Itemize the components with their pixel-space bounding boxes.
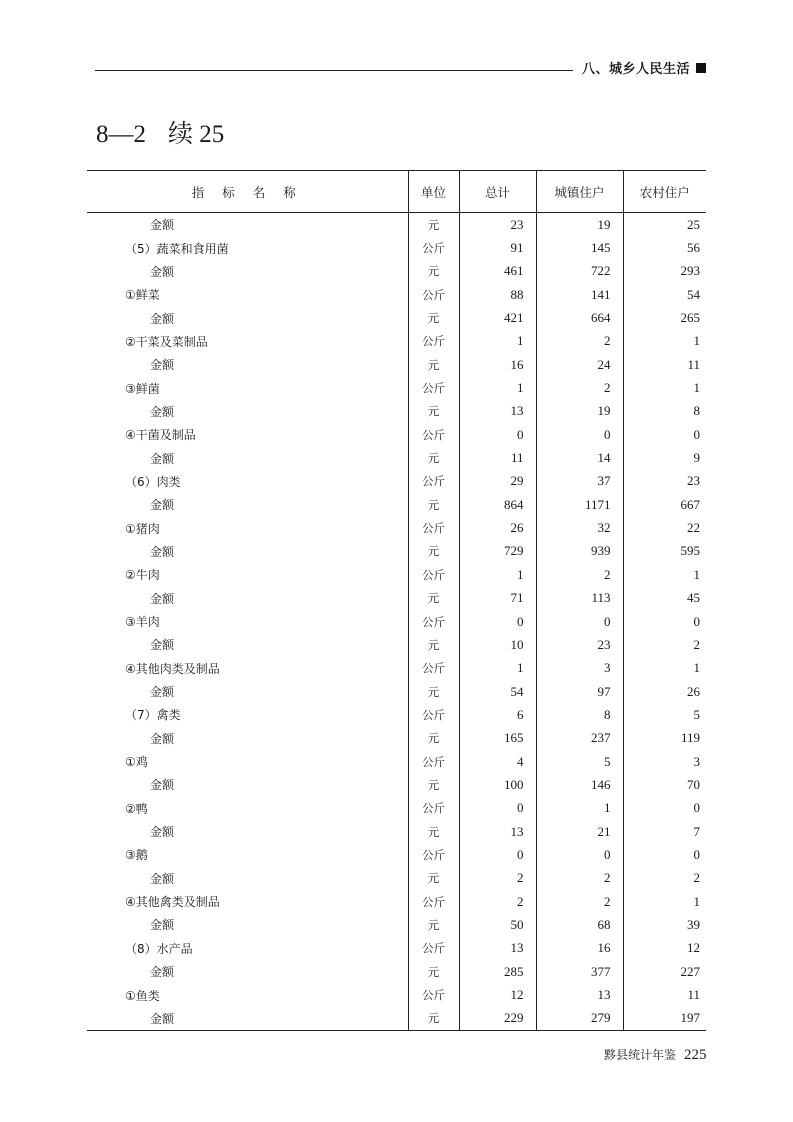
- row-name: 金额: [150, 871, 175, 886]
- table-row: [87, 867, 706, 890]
- row-name: ③鲜菌: [125, 381, 160, 396]
- row-rural: 54: [623, 283, 706, 306]
- row-total: 1: [459, 563, 536, 586]
- row-name: ④干菌及制品: [125, 428, 196, 443]
- row-urban: 13: [536, 983, 623, 1006]
- row-urban: 37: [536, 470, 623, 493]
- row-unit: 公斤: [408, 843, 459, 866]
- row-total: 13: [459, 937, 536, 960]
- row-unit: 公斤: [408, 516, 459, 539]
- table-row: [87, 773, 706, 796]
- table-row: [87, 330, 706, 353]
- table-row: [87, 306, 706, 329]
- row-urban: 3: [536, 657, 623, 680]
- table-row: [87, 446, 706, 469]
- row-rural: 197: [623, 1007, 706, 1031]
- row-unit: 元: [408, 867, 459, 890]
- row-rural: 25: [623, 213, 706, 237]
- row-urban: 14: [536, 446, 623, 469]
- table-row: [87, 657, 706, 680]
- row-rural: 11: [623, 353, 706, 376]
- row-total: 1: [459, 376, 536, 399]
- row-total: 285: [459, 960, 536, 983]
- row-total: 13: [459, 400, 536, 423]
- row-total: 6: [459, 703, 536, 726]
- row-urban: 23: [536, 633, 623, 656]
- row-name: 金额: [150, 544, 175, 559]
- table-header-row: [87, 171, 706, 213]
- row-name: （8）水产品: [125, 941, 193, 956]
- row-name: 金额: [150, 218, 175, 233]
- row-urban: 377: [536, 960, 623, 983]
- row-total: 50: [459, 913, 536, 936]
- row-total: 88: [459, 283, 536, 306]
- section-label-text: 八、城乡人民生活: [582, 62, 691, 77]
- row-rural: 1: [623, 330, 706, 353]
- row-name: ①鲜菜: [125, 288, 160, 303]
- row-rural: 45: [623, 587, 706, 610]
- row-unit: 元: [408, 260, 459, 283]
- row-urban: 141: [536, 283, 623, 306]
- table-row: [87, 376, 706, 399]
- column-header-urban: 城镇住户: [536, 171, 623, 213]
- row-name: ①猪肉: [125, 521, 160, 536]
- row-rural: 1: [623, 563, 706, 586]
- row-urban: 19: [536, 213, 623, 237]
- row-unit: 公斤: [408, 283, 459, 306]
- row-total: 0: [459, 610, 536, 633]
- row-name: 金额: [87, 1007, 408, 1031]
- table-row: [87, 820, 706, 843]
- row-rural: 26: [623, 680, 706, 703]
- row-name: 金额: [150, 778, 175, 793]
- row-urban: 939: [536, 540, 623, 563]
- row-urban: 2: [536, 890, 623, 913]
- row-rural: 119: [623, 727, 706, 750]
- row-unit: 元: [408, 493, 459, 516]
- table-row: [87, 797, 706, 820]
- table-row: [87, 213, 706, 237]
- row-urban: 5: [536, 750, 623, 773]
- row-name: （7）禽类: [125, 708, 181, 723]
- column-header-unit: 单位: [408, 171, 459, 213]
- row-unit: 元: [408, 773, 459, 796]
- row-unit: 元: [408, 587, 459, 610]
- row-total: 26: [459, 516, 536, 539]
- row-urban: 32: [536, 516, 623, 539]
- table-row: [87, 353, 706, 376]
- table-title: [96, 114, 224, 150]
- row-rural: 11: [623, 983, 706, 1006]
- row-urban: 113: [536, 587, 623, 610]
- table-row: [87, 400, 706, 423]
- table-row: [87, 727, 706, 750]
- row-urban: 0: [536, 610, 623, 633]
- row-urban: 1: [536, 797, 623, 820]
- row-total: 100: [459, 773, 536, 796]
- row-name: 金额: [150, 451, 175, 466]
- row-total: 91: [459, 236, 536, 259]
- row-rural: 265: [623, 306, 706, 329]
- row-urban: 0: [536, 423, 623, 446]
- row-unit: 公斤: [408, 610, 459, 633]
- table-row: [87, 983, 706, 1006]
- row-urban: 237: [536, 727, 623, 750]
- row-unit: 元: [408, 353, 459, 376]
- table-row: [87, 937, 706, 960]
- row-unit: 公斤: [408, 236, 459, 259]
- row-name: 金额: [150, 825, 175, 840]
- row-unit: 元: [408, 213, 459, 237]
- row-rural: 8: [623, 400, 706, 423]
- table-row: [87, 236, 706, 259]
- row-unit: 公斤: [408, 703, 459, 726]
- row-urban: 2: [536, 330, 623, 353]
- row-name: 金额: [150, 731, 175, 746]
- row-rural: 39: [623, 913, 706, 936]
- table-row: [87, 750, 706, 773]
- row-urban: 0: [536, 843, 623, 866]
- row-rural: 1: [623, 376, 706, 399]
- row-name: （5）蔬菜和食用菌: [125, 241, 229, 256]
- row-name: ④其他禽类及制品: [125, 895, 220, 910]
- row-rural: 7: [623, 820, 706, 843]
- row-name: 金额: [150, 404, 175, 419]
- row-rural: 667: [623, 493, 706, 516]
- row-total: 29: [459, 470, 536, 493]
- row-name: ③鹅: [125, 848, 148, 863]
- row-rural: 227: [623, 960, 706, 983]
- table-subtitle: 续 25: [168, 121, 225, 148]
- row-urban: 2: [536, 376, 623, 399]
- row-unit: 元: [408, 446, 459, 469]
- row-name: 金额: [150, 638, 175, 653]
- row-name: ②鸭: [125, 801, 148, 816]
- row-rural: 0: [623, 610, 706, 633]
- row-rural: 56: [623, 236, 706, 259]
- row-total: 2: [459, 867, 536, 890]
- row-unit: 公斤: [408, 376, 459, 399]
- book-title: 黟县统计年鉴: [604, 1048, 677, 1062]
- row-total: 16: [459, 353, 536, 376]
- table-row: [87, 890, 706, 913]
- table-row: [87, 587, 706, 610]
- header-rule: [95, 70, 573, 71]
- row-unit: 公斤: [408, 937, 459, 960]
- row-urban: 1171: [536, 493, 623, 516]
- row-urban: 2: [536, 867, 623, 890]
- row-rural: 1: [623, 890, 706, 913]
- row-rural: 23: [623, 470, 706, 493]
- table-row: [87, 703, 706, 726]
- row-urban: 8: [536, 703, 623, 726]
- row-total: 165: [459, 727, 536, 750]
- table-row: [87, 540, 706, 563]
- row-unit: 元: [408, 960, 459, 983]
- row-rural: 2: [623, 867, 706, 890]
- table-row: [87, 1007, 706, 1031]
- table-row: [87, 843, 706, 866]
- row-unit: 元: [408, 913, 459, 936]
- row-total: 0: [459, 423, 536, 446]
- row-unit: 公斤: [408, 983, 459, 1006]
- row-name: ②干菜及菜制品: [125, 334, 208, 349]
- row-name: ②牛肉: [125, 568, 160, 583]
- page-footer: [604, 1046, 707, 1064]
- row-name: ④其他肉类及制品: [125, 661, 220, 676]
- table-row: [87, 260, 706, 283]
- row-unit: 元: [408, 540, 459, 563]
- row-unit: 公斤: [408, 423, 459, 446]
- row-name: 金额: [150, 311, 175, 326]
- section-label: [582, 58, 706, 77]
- table-row: [87, 563, 706, 586]
- row-rural: 3: [623, 750, 706, 773]
- row-rural: 0: [623, 797, 706, 820]
- row-name: ①鸡: [125, 755, 148, 770]
- row-rural: 70: [623, 773, 706, 796]
- row-total: 10: [459, 633, 536, 656]
- table-row: [87, 516, 706, 539]
- column-header-total: 总计: [459, 171, 536, 213]
- row-unit: 公斤: [408, 657, 459, 680]
- row-urban: 2: [536, 563, 623, 586]
- row-rural: 595: [623, 540, 706, 563]
- row-name: ①鱼类: [125, 988, 160, 1003]
- row-total: 11: [459, 446, 536, 469]
- row-name: ③羊肉: [125, 615, 160, 630]
- row-total: 1: [459, 330, 536, 353]
- row-urban: 97: [536, 680, 623, 703]
- row-unit: 元: [408, 680, 459, 703]
- data-table: [87, 170, 706, 1031]
- row-unit: 公斤: [408, 563, 459, 586]
- row-name: （6）肉类: [125, 474, 181, 489]
- row-total: 2: [459, 890, 536, 913]
- row-unit: 元: [408, 727, 459, 750]
- table-number: 8—2: [96, 121, 146, 148]
- row-rural: 293: [623, 260, 706, 283]
- row-total: 12: [459, 983, 536, 1006]
- row-name: 金额: [150, 498, 175, 513]
- row-name: 金额: [150, 918, 175, 933]
- row-rural: 0: [623, 423, 706, 446]
- row-total: 54: [459, 680, 536, 703]
- row-unit: 元: [408, 400, 459, 423]
- table-row: [87, 423, 706, 446]
- row-rural: 1: [623, 657, 706, 680]
- row-unit: 元: [408, 1007, 459, 1031]
- row-urban: 145: [536, 236, 623, 259]
- row-unit: 元: [408, 820, 459, 843]
- row-total: 729: [459, 540, 536, 563]
- row-total: 421: [459, 306, 536, 329]
- row-name: 金额: [150, 965, 175, 980]
- row-total: 4: [459, 750, 536, 773]
- row-urban: 664: [536, 306, 623, 329]
- row-urban: 19: [536, 400, 623, 423]
- table-row: [87, 913, 706, 936]
- row-urban: 146: [536, 773, 623, 796]
- row-total: 461: [459, 260, 536, 283]
- row-unit: 公斤: [408, 797, 459, 820]
- row-total: 23: [459, 213, 536, 237]
- row-rural: 0: [623, 843, 706, 866]
- row-name: 金额: [150, 685, 175, 700]
- row-urban: 16: [536, 937, 623, 960]
- row-total: 71: [459, 587, 536, 610]
- row-name: 金额: [150, 591, 175, 606]
- square-bullet-icon: [696, 63, 706, 73]
- table-row: [87, 960, 706, 983]
- row-urban: 68: [536, 913, 623, 936]
- row-unit: 元: [408, 306, 459, 329]
- row-unit: 公斤: [408, 890, 459, 913]
- row-unit: 元: [408, 633, 459, 656]
- row-name: 金额: [150, 264, 175, 279]
- row-name: 金额: [150, 358, 175, 373]
- table-row: [87, 283, 706, 306]
- table-row: [87, 470, 706, 493]
- row-total: 1: [459, 657, 536, 680]
- row-rural: 2: [623, 633, 706, 656]
- table-row: [87, 633, 706, 656]
- column-header-indicator: 指 标 名 称: [87, 171, 408, 213]
- row-total: 13: [459, 820, 536, 843]
- row-urban: 722: [536, 260, 623, 283]
- row-total: 864: [459, 493, 536, 516]
- row-urban: 24: [536, 353, 623, 376]
- row-rural: 12: [623, 937, 706, 960]
- row-rural: 5: [623, 703, 706, 726]
- row-urban: 21: [536, 820, 623, 843]
- row-total: 229: [459, 1007, 536, 1031]
- row-total: 0: [459, 797, 536, 820]
- table-row: [87, 680, 706, 703]
- row-rural: 9: [623, 446, 706, 469]
- table-row: [87, 493, 706, 516]
- row-unit: 公斤: [408, 750, 459, 773]
- row-urban: 279: [536, 1007, 623, 1031]
- row-unit: 公斤: [408, 330, 459, 353]
- column-header-rural: 农村住户: [623, 171, 706, 213]
- row-total: 0: [459, 843, 536, 866]
- row-unit: 公斤: [408, 470, 459, 493]
- row-rural: 22: [623, 516, 706, 539]
- table-row: [87, 610, 706, 633]
- page-number: 225: [684, 1047, 707, 1063]
